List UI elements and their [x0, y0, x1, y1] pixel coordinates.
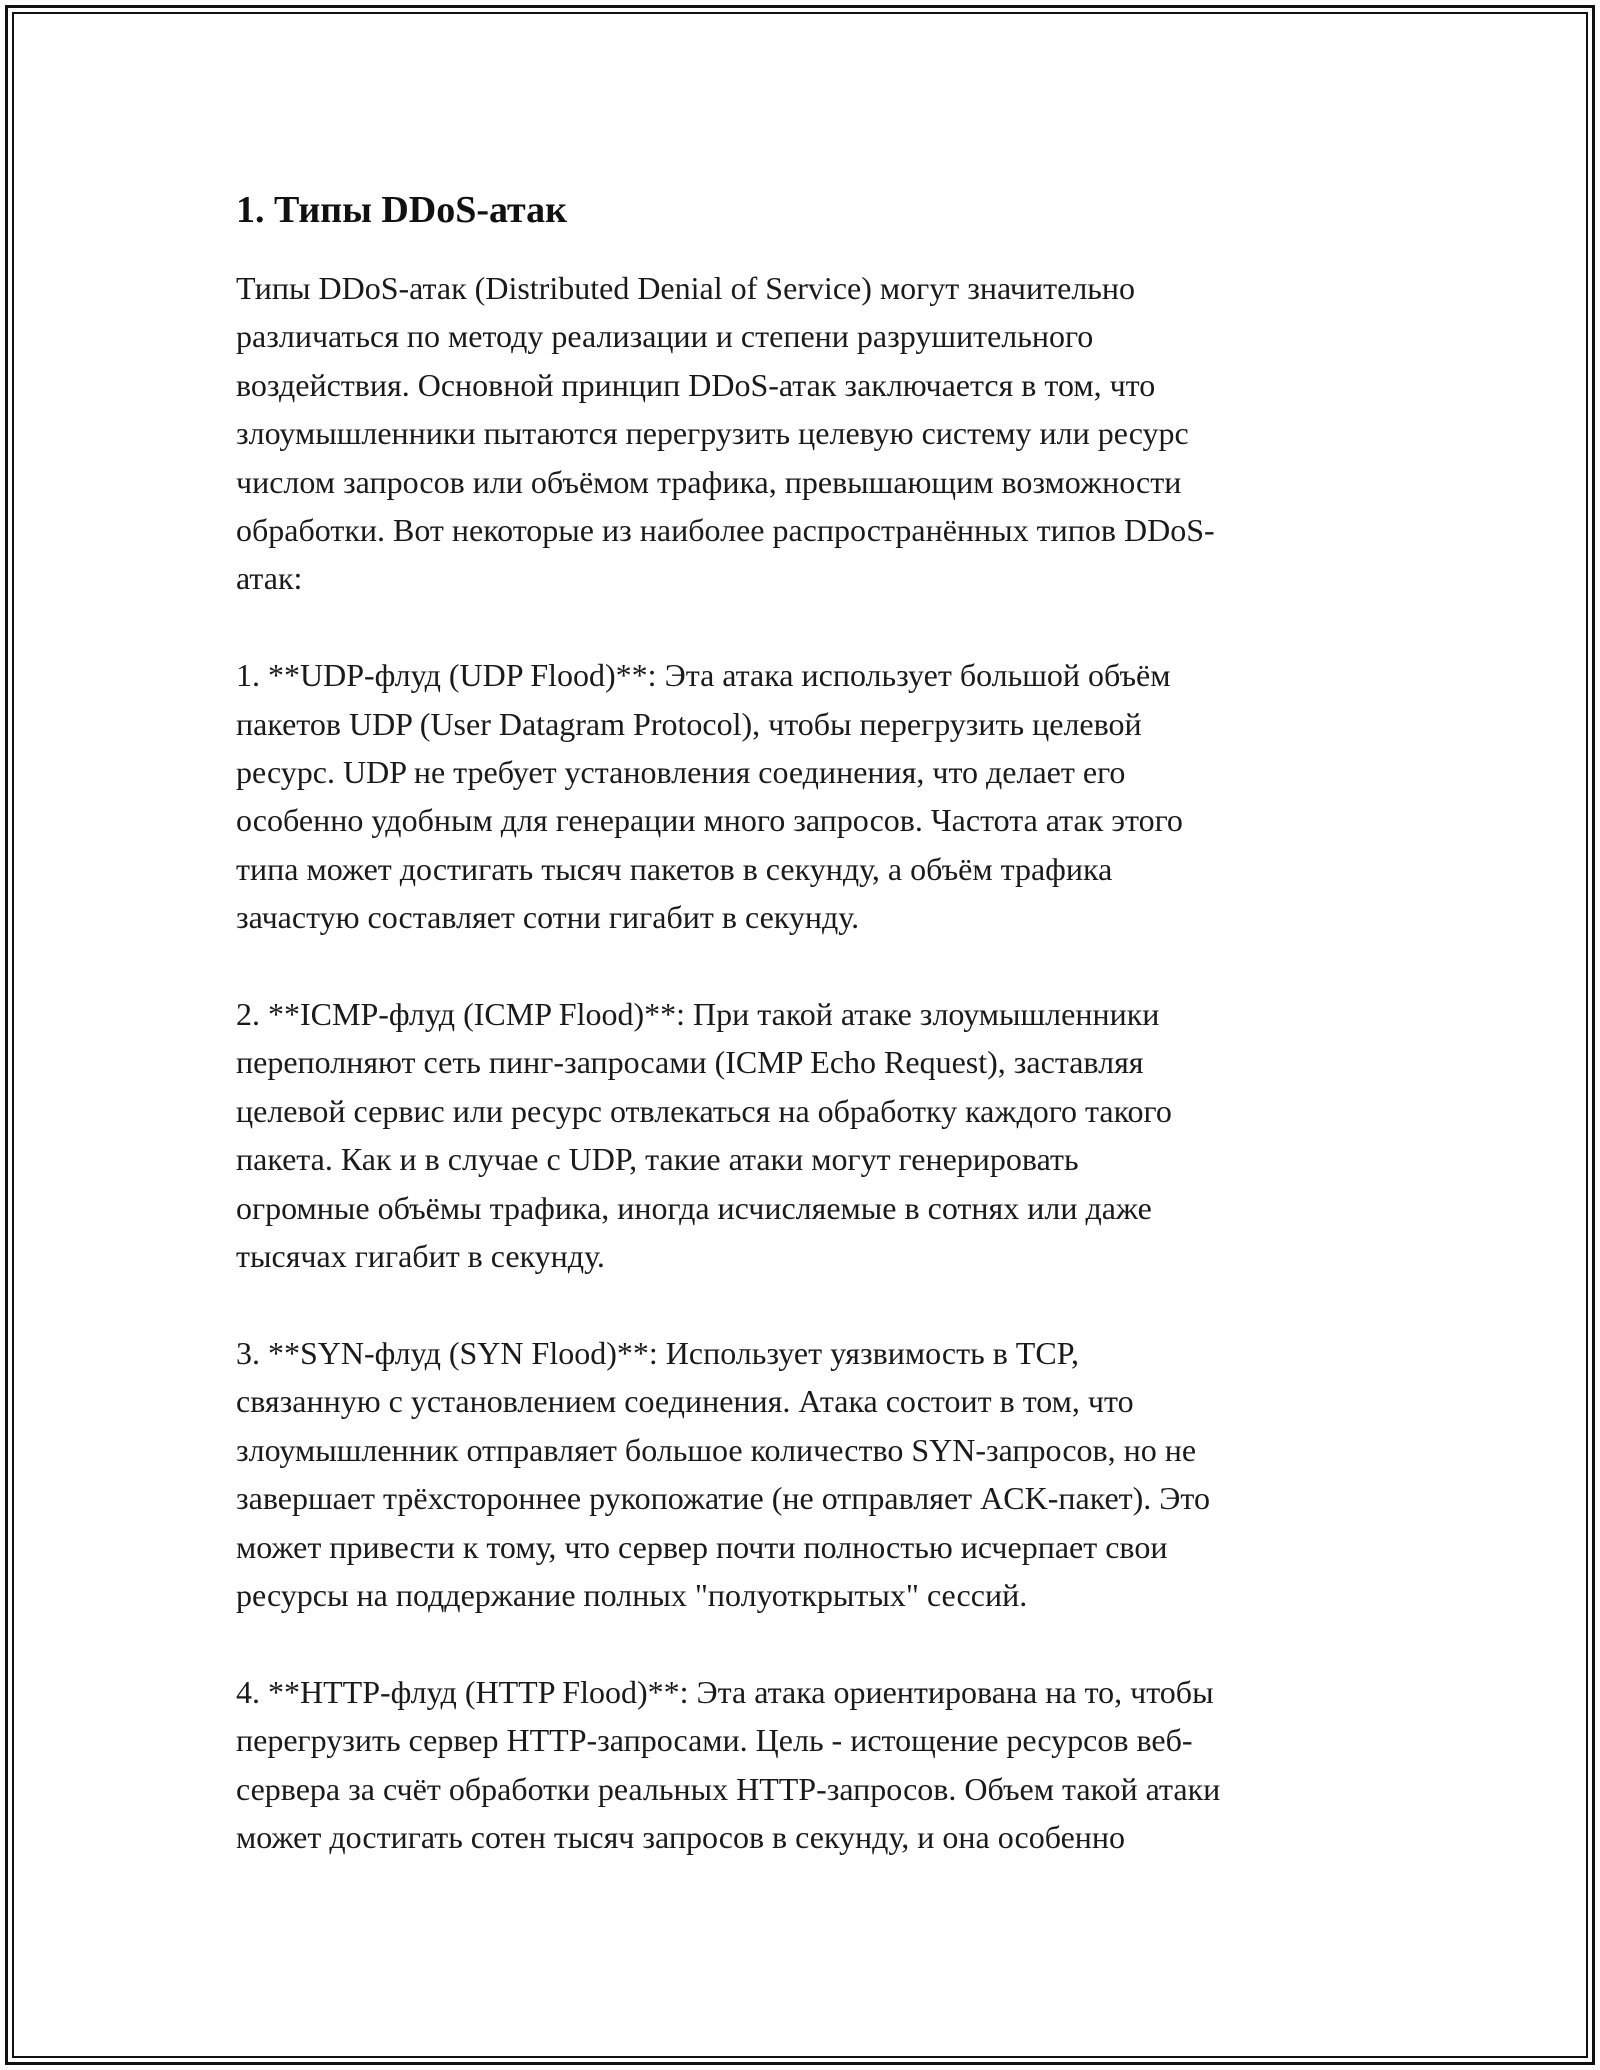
- text-line: огромные объёмы трафика, иногда исчисляемые в сотнях или даже: [236, 1189, 1152, 1226]
- http-flood-paragraph: [236, 1668, 1376, 1862]
- text-line: 1. **UDP-флуд (UDP Flood)**: Эта атака использует большой объём: [236, 657, 1171, 694]
- syn-flood-paragraph: [236, 1329, 1376, 1619]
- text-line: перегрузить сервер HTTP-запросами. Цель - истощение ресурсов веб-: [236, 1722, 1193, 1759]
- udp-flood-paragraph: [236, 651, 1376, 941]
- text-line: тысячах гигабит в секунду.: [236, 1238, 605, 1275]
- text-line: 2. **ICMP-флуд (ICMP Flood)**: При такой атаке злоумышленники: [236, 996, 1160, 1033]
- text-line: целевой сервис или ресурс отвлекаться на обработку каждого такого: [236, 1092, 1172, 1129]
- icmp-flood-paragraph: [236, 990, 1376, 1280]
- text-line: ресурсы на поддержание полных "полуоткрытых" сессий.: [236, 1576, 1028, 1613]
- text-line: различаться по методу реализации и степени разрушительного: [236, 318, 1094, 355]
- text-line: может привести к тому, что сервер почти полностью исчерпает свои: [236, 1528, 1168, 1565]
- intro-paragraph: [236, 264, 1376, 603]
- text-line: злоумышленник отправляет большое количество SYN-запросов, но не: [236, 1431, 1197, 1468]
- text-line: атак:: [236, 560, 303, 597]
- text-line: пакета. Как и в случае с UDP, такие атаки могут генерировать: [236, 1141, 1079, 1178]
- text-line: ресурс. UDP не требует установления соединения, что делает его: [236, 754, 1126, 791]
- text-line: особенно удобным для генерации много запросов. Частота атак этого: [236, 802, 1183, 839]
- text-line: переполняют сеть пинг-запросами (ICMP Echo Request), заставляя: [236, 1044, 1144, 1081]
- text-line: Типы DDoS-атак (Distributed Denial of Service) могут значительно: [236, 270, 1136, 306]
- text-line: зачастую составляет сотни гигабит в секунду.: [236, 899, 860, 936]
- text-line: числом запросов или объёмом трафика, превышающим возможности: [236, 463, 1182, 500]
- text-line: связанную с установлением соединения. Атака состоит в том, что: [236, 1383, 1134, 1420]
- text-line: 4. **HTTP-флуд (HTTP Flood)**: Эта атака ориентирована на то, чтобы: [236, 1673, 1214, 1710]
- text-line: завершает трёхстороннее рукопожатие (не отправляет ACK-пакет). Это: [236, 1480, 1210, 1517]
- document-body: [236, 186, 1376, 1910]
- section-heading: 1. Типы DDoS-атак: [236, 189, 568, 231]
- text-line: воздействия. Основной принцип DDoS-атак заключается в том, что: [236, 366, 1156, 403]
- text-line: злоумышленники пытаются перегрузить целевую систему или ресурс: [236, 415, 1189, 452]
- text-line: 3. **SYN-флуд (SYN Flood)**: Использует уязвимость в TCP,: [236, 1334, 1079, 1371]
- text-line: пакетов UDP (User Datagram Protocol), чтобы перегрузить целевой: [236, 705, 1142, 742]
- text-line: типа может достигать тысяч пакетов в секунду, а объём трафика: [236, 850, 1113, 887]
- text-line: обработки. Вот некоторые из наиболее распространённых типов DDoS-: [236, 512, 1215, 549]
- text-line: может достигать сотен тысяч запросов в секунду, и она особенно: [236, 1818, 1126, 1855]
- text-line: сервера за счёт обработки реальных HTTP-запросов. Объем такой атаки: [236, 1770, 1221, 1807]
